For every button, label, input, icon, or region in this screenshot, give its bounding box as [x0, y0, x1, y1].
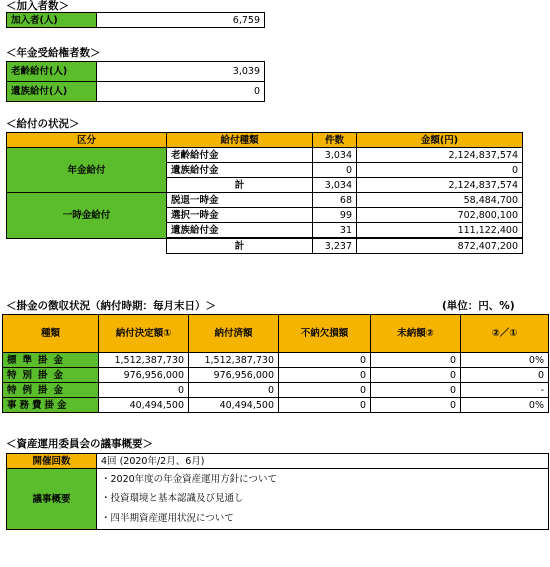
benefit-amount: 2,124,837,574 — [357, 178, 523, 193]
meeting-count-label: 開催回数 — [7, 454, 97, 469]
contrib-header: 不納欠損額 — [279, 315, 371, 353]
recipients-label: 老齢給付(人) — [7, 62, 97, 82]
benefits-header: 給付種類 — [167, 133, 313, 148]
contrib-paid: 1,512,387,730 — [189, 353, 279, 368]
contrib-decided: 1,512,387,730 — [99, 353, 189, 368]
summary-item: ・投資環境と基本認識及び見通し — [97, 489, 549, 509]
contrib-loss: 0 — [279, 368, 371, 383]
recipients-section-title: ＜年金受給権者数＞ — [6, 47, 101, 59]
benefit-count: 31 — [313, 223, 357, 239]
contrib-header: 納付済額 — [189, 315, 279, 353]
benefit-amount: 58,484,700 — [357, 193, 523, 208]
contrib-table — [2, 314, 549, 413]
benefit-type: 遺族給付金 — [167, 163, 313, 178]
table-row — [3, 368, 549, 383]
benefits-header: 区分 — [7, 133, 167, 148]
contrib-unit: (単位：円、%) — [442, 300, 515, 312]
contrib-type: 事務費掛金 — [3, 398, 99, 413]
contrib-unpaid: 0 — [371, 353, 461, 368]
benefit-count: 0 — [313, 163, 357, 178]
recipients-label: 遺族給付(人) — [7, 82, 97, 102]
contrib-ratio: 0 — [461, 368, 549, 383]
contrib-header: 未納額② — [371, 315, 461, 353]
meeting-count-value: 4回 (2020年/2月、6月) — [97, 454, 549, 469]
contrib-type: 標準掛金 — [3, 353, 99, 368]
enrollees-table — [6, 12, 265, 28]
benefit-total-label: 計 — [167, 238, 313, 254]
benefit-type: 遺族給付金 — [167, 223, 313, 239]
benefit-subtotal-label: 計 — [167, 178, 313, 193]
contrib-header: 種類 — [3, 315, 99, 353]
contrib-unpaid: 0 — [371, 368, 461, 383]
pension-category: 年金給付 — [7, 148, 167, 193]
benefits-header: 金額(円) — [357, 133, 523, 148]
contrib-decided: 40,494,500 — [99, 398, 189, 413]
table-row — [3, 398, 549, 413]
contrib-decided: 976,956,000 — [99, 368, 189, 383]
contrib-unpaid: 0 — [371, 383, 461, 398]
benefits-header: 件数 — [313, 133, 357, 148]
contrib-loss: 0 — [279, 383, 371, 398]
benefit-amount: 111,122,400 — [357, 223, 523, 239]
committee-table — [6, 453, 549, 530]
enrollees-label: 加入者(人) — [7, 13, 97, 28]
contrib-header: 納付決定額① — [99, 315, 189, 353]
benefits-table — [6, 132, 523, 254]
committee-section-title: ＜資産運用委員会の議事概要＞ — [6, 438, 153, 450]
summary-label: 議事概要 — [7, 469, 97, 530]
benefit-amount: 2,124,837,574 — [357, 148, 523, 163]
contrib-paid: 0 — [189, 383, 279, 398]
recipients-value: 0 — [97, 82, 265, 102]
benefit-count: 68 — [313, 193, 357, 208]
benefit-total-count: 3,237 — [313, 238, 357, 254]
benefit-type: 老齢給付金 — [167, 148, 313, 163]
empty-cell — [7, 238, 167, 254]
summary-item: ・四半期資産運用状況について — [97, 509, 549, 530]
enrollees-section-title: ＜加入者数＞ — [6, 0, 69, 12]
benefit-count: 3,034 — [313, 148, 357, 163]
table-row — [3, 383, 549, 398]
contrib-section-title: ＜掛金の徴収状況（納付時期：毎月末日）＞ — [6, 300, 216, 312]
benefits-section-title: ＜給付の状況＞ — [6, 118, 80, 130]
contrib-loss: 0 — [279, 353, 371, 368]
table-row — [3, 353, 549, 368]
contrib-unpaid: 0 — [371, 398, 461, 413]
contrib-loss: 0 — [279, 398, 371, 413]
contrib-paid: 976,956,000 — [189, 368, 279, 383]
contrib-ratio: - — [461, 383, 549, 398]
benefit-amount: 0 — [357, 163, 523, 178]
lump-sum-category: 一時金給付 — [7, 193, 167, 239]
contrib-type: 特別掛金 — [3, 368, 99, 383]
contrib-ratio: 0% — [461, 353, 549, 368]
benefit-type: 選択一時金 — [167, 208, 313, 223]
contrib-paid: 40,494,500 — [189, 398, 279, 413]
benefit-amount: 702,800,100 — [357, 208, 523, 223]
contrib-type: 特例掛金 — [3, 383, 99, 398]
recipients-value: 3,039 — [97, 62, 265, 82]
benefit-total-amount: 872,407,200 — [357, 238, 523, 254]
benefit-type: 脱退一時金 — [167, 193, 313, 208]
contrib-header: ②／① — [461, 315, 549, 353]
benefit-count: 99 — [313, 208, 357, 223]
contrib-decided: 0 — [99, 383, 189, 398]
recipients-table — [6, 61, 265, 102]
enrollees-value: 6,759 — [97, 13, 265, 28]
contrib-ratio: 0% — [461, 398, 549, 413]
benefit-count: 3,034 — [313, 178, 357, 193]
summary-item: ・2020年度の年金資産運用方針について — [97, 469, 549, 490]
